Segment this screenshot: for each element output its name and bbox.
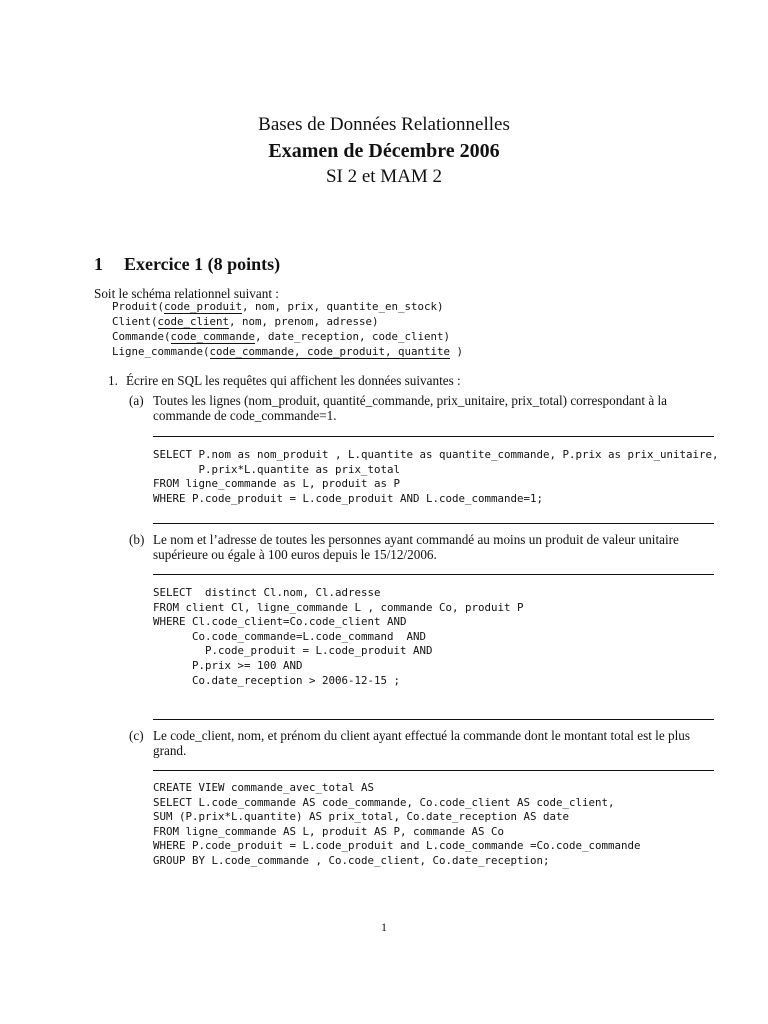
item-label-a: (a) <box>129 393 144 408</box>
schema-primary-key: code_commande <box>170 330 256 343</box>
schema-client <box>112 315 379 330</box>
intro-text: Soit le schéma relationnel suivant : <box>94 286 279 301</box>
schema-attributes: , nom, prix, quantite_en_stock) <box>242 300 444 313</box>
item-text-a: Toutes les lignes (nom_produit, quantité_commande, prix_unitaire, prix_total) correspondant à la commande de code_commande=1. <box>153 393 667 423</box>
schema-relation-name: Client( <box>112 315 158 328</box>
answer-rule-top-b <box>153 574 714 575</box>
sql-answer-a: SELECT P.nom as nom_produit , L.quantite as quantite_commande, P.prix as prix_unitaire, P.prix*L.quantite as prix_total FROM ligne_commande as L, produit as P WHERE P.code_produit = L.code_produit AND L.code_commande=1; <box>153 448 719 505</box>
page-number: 1 <box>381 920 387 934</box>
title-block <box>0 112 768 190</box>
answer-rule-top-c <box>153 770 714 771</box>
item-text-b: Le nom et l’adresse de toutes les personnes ayant commandé au moins un produit de valeur unitaire supérieure ou égale à 100 euros depuis le 15/12/2006. <box>153 532 679 562</box>
section-number: 1 <box>94 254 103 274</box>
schema-relation-name: Commande( <box>112 330 171 343</box>
answer-rule-bottom-b <box>153 719 714 720</box>
schema-attributes: ) <box>450 345 464 358</box>
schema-primary-key: code_commande, code_produit, quantite <box>209 345 451 358</box>
item-text-c: Le code_client, nom, et prénom du client ayant effectué la commande dont le montant total est le plus grand. <box>153 728 690 758</box>
schema-relation-name: Ligne_commande( <box>112 345 210 358</box>
schema-primary-key: code_produit <box>164 300 243 313</box>
schema-primary-key: code_client <box>157 315 230 328</box>
section-heading <box>94 254 280 275</box>
section-title: Exercice 1 (8 points) <box>124 254 281 274</box>
question-text: Écrire en SQL les requêtes qui affichent les données suivantes : <box>126 373 461 388</box>
item-label-c: (c) <box>129 728 144 743</box>
item-label-b: (b) <box>129 532 145 547</box>
answer-rule-bottom-a <box>153 523 714 524</box>
schema-produit <box>112 300 444 315</box>
schema-attributes: , date_reception, code_client) <box>255 330 451 343</box>
sql-answer-b: SELECT distinct Cl.nom, Cl.adresse FROM client Cl, ligne_commande L , commande Co, produit P WHERE Cl.code_client=Co.code_client AND Co.code_commande=L.code_command AND P.code_produit = L.code_produit AND P.prix >= 100 AND Co.date_reception > 2006-12-15 ; <box>153 586 524 687</box>
exam-subtitle: SI 2 et MAM 2 <box>325 166 443 187</box>
sql-answer-c: CREATE VIEW commande_avec_total AS SELECT L.code_commande AS code_commande, Co.code_client AS code_client, SUM (P.prix*L.quantite) AS prix_total, Co.date_reception AS date FROM ligne_commande AS L, produit AS P, commande AS Co WHERE P.code_produit = L.code_produit and L.code_commande =Co.code_commande GROUP BY L.code_commande , Co.code_client, Co.date_reception; <box>153 781 641 867</box>
course-title: Bases de Données Relationnelles <box>258 114 510 135</box>
schema-attributes: , nom, prenom, adresse) <box>229 315 379 328</box>
question-number: 1. <box>108 373 118 388</box>
schema-ligne-commande <box>112 345 463 360</box>
schema-relation-name: Produit( <box>112 300 165 313</box>
schema-commande <box>112 330 450 345</box>
exam-title: Examen de Décembre 2006 <box>268 140 500 162</box>
answer-rule-top-a <box>153 436 714 437</box>
